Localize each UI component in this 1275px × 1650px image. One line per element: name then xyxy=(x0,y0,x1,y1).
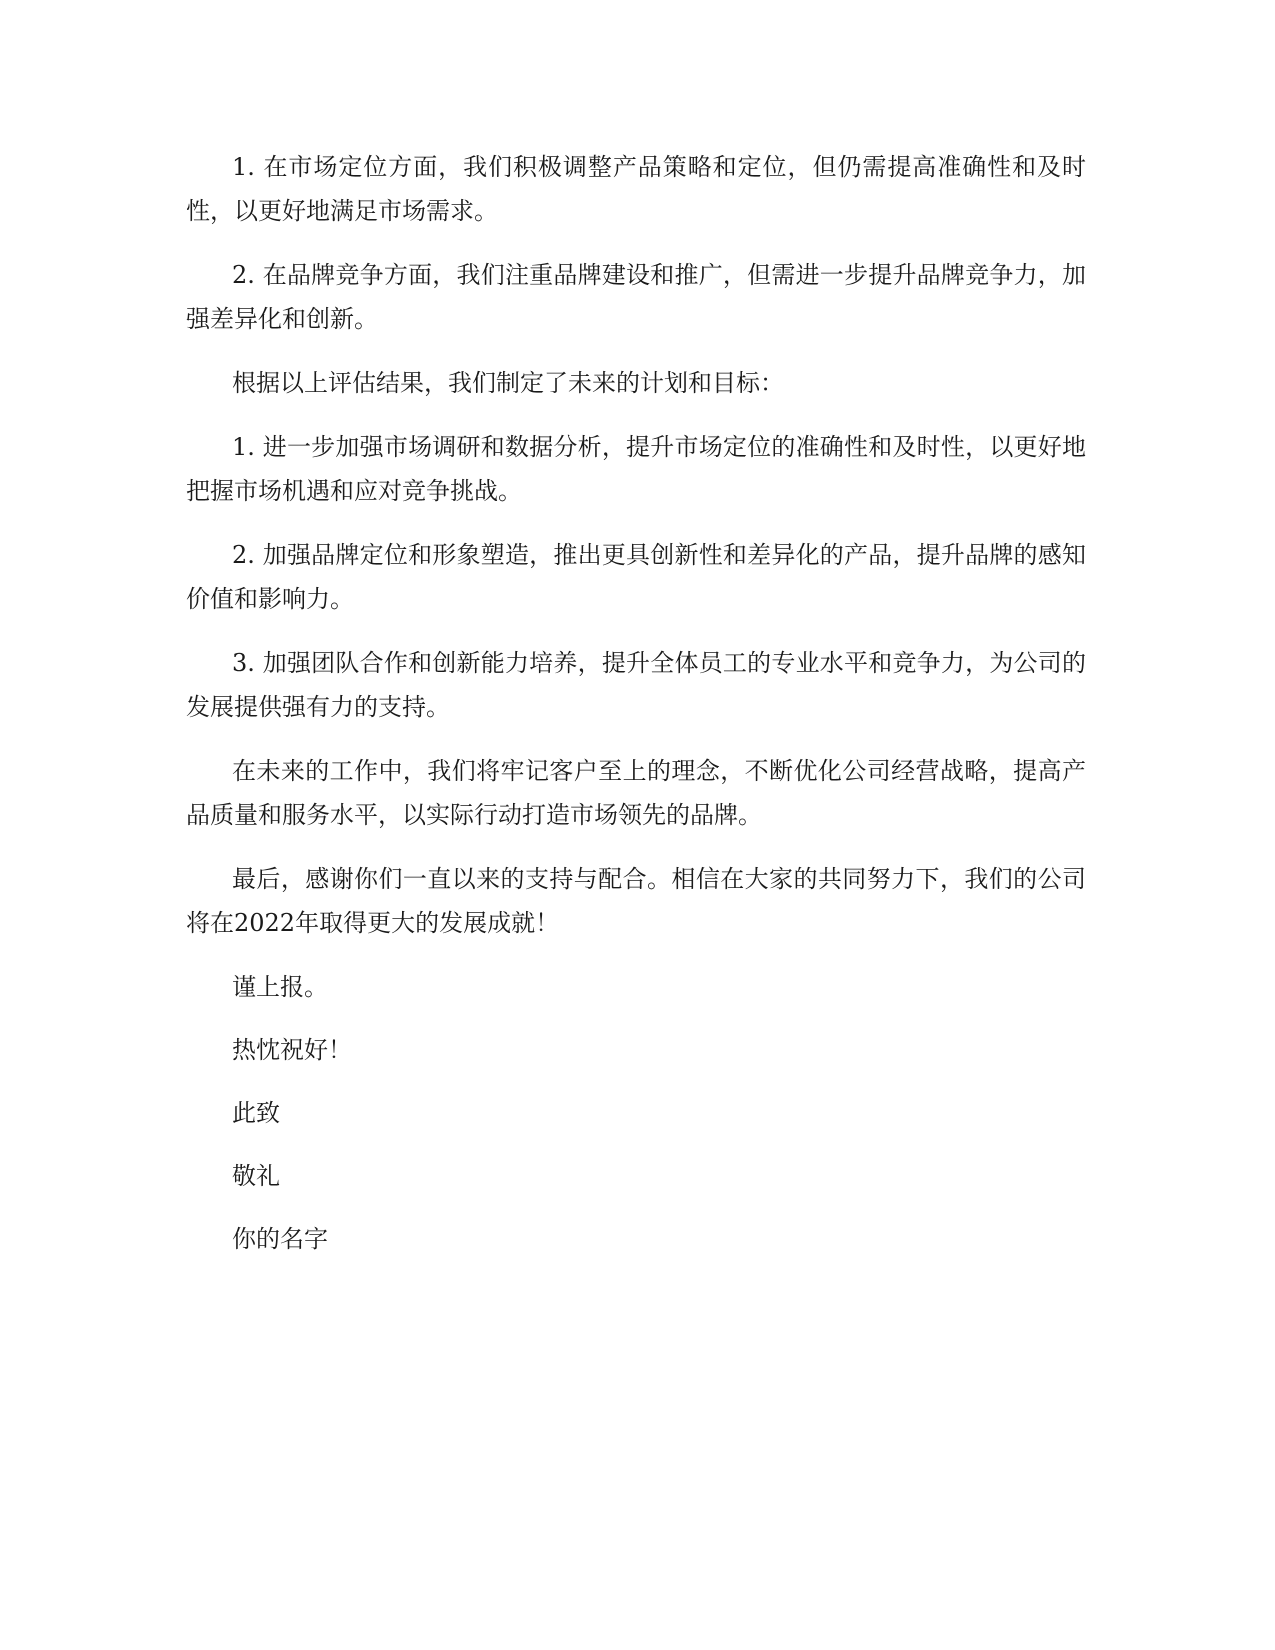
paragraph-plan-item-1: 1. 进一步加强市场调研和数据分析，提升市场定位的准确性和及时性，以更好地把握市场机遇和应对竞争挑战。 xyxy=(186,433,1086,505)
paragraph-future-work: 在未来的工作中，我们将牢记客户至上的理念，不断优化公司经营战略，提高产品质量和服务水平，以实际行动打造市场领先的品牌。 xyxy=(186,757,1086,829)
paragraph-plan-intro: 根据以上评估结果，我们制定了未来的计划和目标： xyxy=(232,369,784,397)
paragraph-brand-competition: 2. 在品牌竞争方面，我们注重品牌建设和推广，但需进一步提升品牌竞争力，加强差异化和创新。 xyxy=(186,261,1086,333)
document-body xyxy=(186,145,1086,1280)
paragraph-market-positioning: 1. 在市场定位方面，我们积极调整产品策略和定位，但仍需提高准确性和及时性，以更好地满足市场需求。 xyxy=(186,153,1086,225)
signature-name: 你的名字 xyxy=(232,1225,328,1253)
closing-salutation: 此致 xyxy=(232,1099,280,1127)
closing-report: 谨上报。 xyxy=(232,973,328,1001)
paragraph-plan-item-3: 3. 加强团队合作和创新能力培养，提升全体员工的专业水平和竞争力，为公司的发展提供强有力的支持。 xyxy=(186,649,1086,721)
closing-respect: 敬礼 xyxy=(232,1162,280,1190)
closing-regards: 热忱祝好！ xyxy=(232,1036,352,1064)
paragraph-thanks: 最后，感谢你们一直以来的支持与配合。相信在大家的共同努力下，我们的公司将在2022年取得更大的发展成就！ xyxy=(186,865,1086,937)
paragraph-plan-item-2: 2. 加强品牌定位和形象塑造，推出更具创新性和差异化的产品，提升品牌的感知价值和影响力。 xyxy=(186,541,1086,613)
